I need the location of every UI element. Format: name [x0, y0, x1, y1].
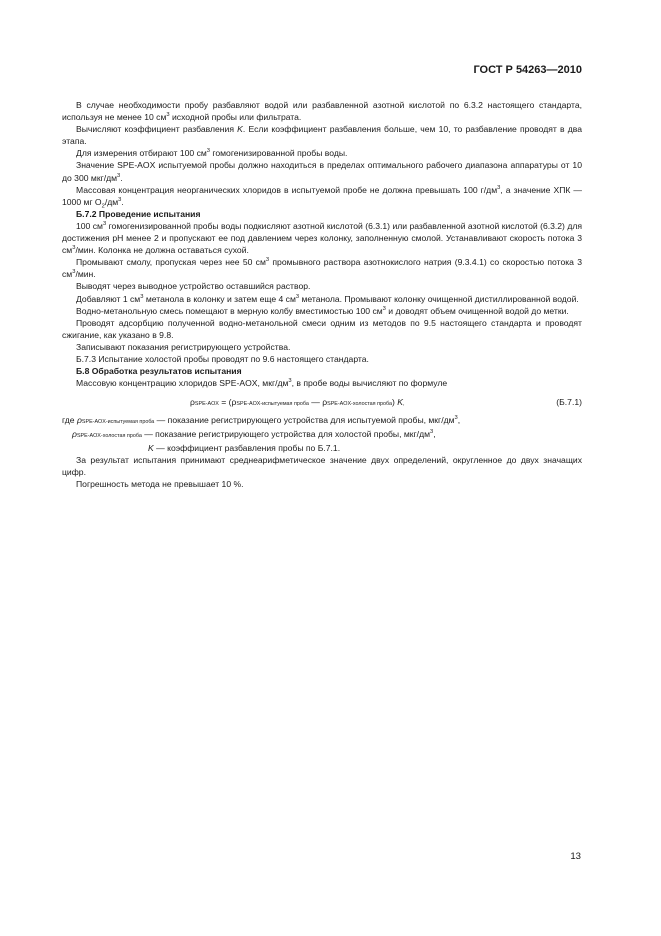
subsection-heading-b72: Б.7.2 Проведение испытания	[76, 208, 201, 219]
formula-number: (Б.7.1)	[556, 397, 582, 408]
paragraph-result: За результат испытания принимают среднеарифметическое значение двух определений, округленное до двух значащих цифр.	[62, 455, 582, 478]
paragraph-flask: Водно-метанольную смесь помещают в мерную колбу вместимостью 100 $см^3$ и доводят объем очищенной водой до метки.	[76, 305, 569, 316]
paragraph-working-range: Значение SPE-AOX испытуемой пробы должно находиться в пределах оптимального рабочего диапазона аппаратуры от 10 до 300 мкг/$дм^3$.	[62, 160, 582, 183]
paragraph-wash-resin: Промывают смолу, пропуская через нее 50 $см^3$ промывного раствора азотнокислого натрия (9.3.4.1) со скоростью потока 3 $см^3$/мин.	[62, 257, 582, 280]
paragraph-methanol: Добавляют 1 $см^3$ метанола в колонку и затем еще 4 $см^3$ метанола. Промывают колонку очищенной дистиллированной водой.	[76, 293, 579, 304]
where-line-blank-sample: ρSPE-AOX-холостая проба — показание регистрирующего устройства для холостой пробы, мкг/$дм^3$,	[72, 428, 436, 439]
paragraph-b73-blank: Б.7.3 Испытание холостой пробы проводят по 9.6 настоящего стандарта.	[76, 353, 369, 364]
document-code: ГОСТ Р 54263—2010	[473, 64, 582, 76]
paragraph-sample-volume: Для измерения отбирают 100 $см^3$ гомогенизированной пробы воды.	[76, 148, 348, 159]
page-number: 13	[570, 851, 581, 862]
paragraph-drain: Выводят через выводное устройство оставшийся раствор.	[76, 281, 311, 292]
paragraph-error: Погрешность метода не превышает 10 %.	[76, 479, 244, 490]
section-heading-b8: Б.8 Обработка результатов испытания	[76, 366, 242, 377]
paragraph-chloride-limit: Массовая концентрация неорганических хлоридов в испытуемой пробе не должна превышать 100 $г/дм^3$, а значение ХПК — 1000 мг $О_2/дм^3$.	[62, 184, 582, 210]
paragraph-adsorption: Проводят адсорбцию полученной водно-метанольной смеси одним из методов по 9.5 настоящего стандарта и проводят сжигание, как указано в 9.8.	[62, 317, 582, 340]
formula-expression: ρSPE-AOX = (ρSPE-AOX-испытуемая проба — ρSPE-AOX-холостая проба) K,	[190, 397, 405, 408]
paragraph-acidify: 100 $см^3$ гомогенизированной пробы воды подкисляют азотной кислотой (6.3.1) или разбавленной азотной кислотой (6.3.2) для достижения pH менее 2 и пропускают ее под давлением через колонку, заполненную смолой. Устанавливают скорость потока 3 $см^3$/мин. Колонка не должна оставаться сухой.	[62, 220, 582, 256]
paragraph-record: Записывают показания регистрирующего устройства.	[76, 341, 291, 352]
page-content	[62, 99, 582, 490]
paragraph-dilution-factor: Вычисляют коэффициент разбавления K. Если коэффициент разбавления больше, чем 10, то разбавление проводят в два этапа.	[62, 124, 583, 147]
paragraph-dilution: В случае необходимости пробу разбавляют водой или разбавленной азотной кислотой по 6.3.2 настоящего стандарта, используя не менее 10 $см^3$ исходной пробы или фильтрата.	[62, 100, 582, 123]
paragraph-calc-intro: Массовую концентрацию хлоридов SPE-AOX, мкг/$дм^3$, в пробе воды вычисляют по формуле	[76, 378, 448, 389]
where-line-test-sample: где ρSPE-AOX-испытуемая проба — показание регистрирующего устройства для испытуемой пробы, мкг/$дм^3$,	[62, 414, 461, 425]
where-line-factor: K — коэффициент разбавления пробы по Б.7.1.	[148, 442, 341, 453]
formula-b71	[62, 396, 582, 409]
